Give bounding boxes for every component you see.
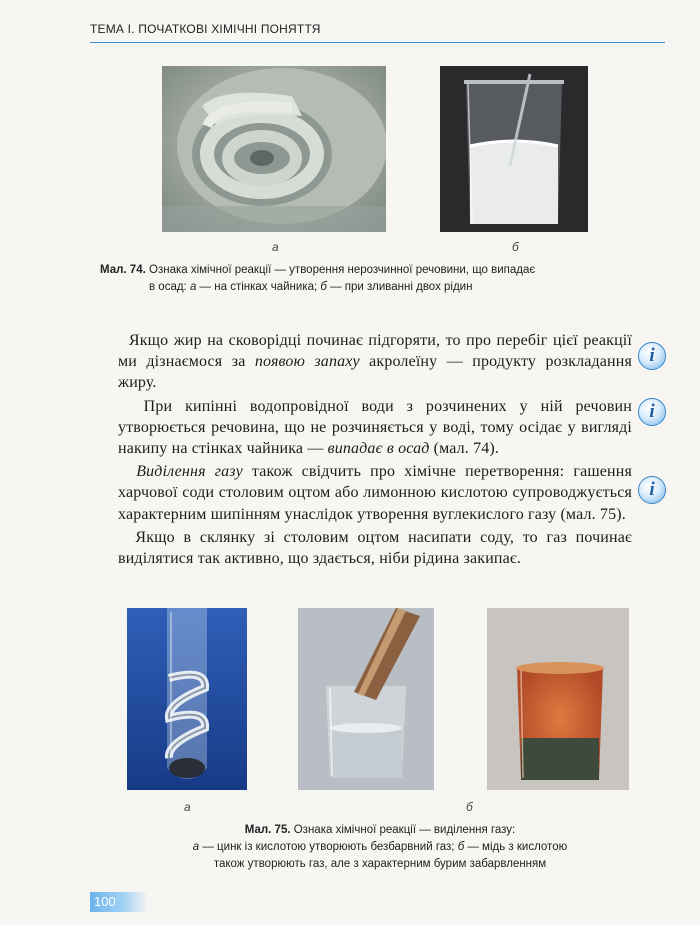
figure74-caption-text2-mid: — на стінках чайника; bbox=[196, 281, 321, 293]
p1-emphasis: появою запаху bbox=[254, 353, 360, 371]
figure75-caption-line2 bbox=[120, 839, 640, 856]
figure74-caption-a: а bbox=[189, 281, 197, 293]
p2-emphasis: випадає в осад bbox=[327, 440, 430, 458]
info-icon: i bbox=[638, 476, 666, 504]
figure74-caption-b: б bbox=[320, 281, 327, 293]
p3-emphasis: Виділення газу bbox=[136, 463, 243, 481]
info-icon: i bbox=[638, 398, 666, 426]
figure75-caption-a: а bbox=[192, 841, 200, 853]
test-tube-zinc-photo bbox=[127, 608, 247, 790]
p1-text-a: Якщо жир на сковорідці починає підгоряти, то про перебіг цієї реакції ми дізнаємося за bbox=[118, 332, 632, 371]
p4-text: Якщо в склянку зі столовим оцтом насипати соду, то газ починає виділятися так активно, що здається, ніби рідина закипає. bbox=[118, 528, 632, 568]
figure75-caption-text2-post: — мідь з кислотою bbox=[464, 841, 568, 853]
figure74-caption-number: Мал. 74. bbox=[100, 264, 146, 276]
body-text bbox=[118, 330, 632, 571]
p1-text-b: акролеїну — продукту розкладання жиру. bbox=[118, 353, 632, 392]
copper-strip-beaker-photo bbox=[298, 608, 434, 790]
topic-title: ТЕМА І. ПОЧАТКОВІ ХІМІЧНІ ПОНЯТТЯ bbox=[90, 22, 321, 36]
brown-gas-beaker-photo bbox=[487, 608, 629, 790]
figure74-label-a: а bbox=[272, 240, 279, 254]
figure74-caption-line2 bbox=[100, 279, 620, 296]
figure74-caption-text1: Ознака хімічної реакції — утворення нерозчинної речовини, що випадає bbox=[145, 264, 536, 276]
figure75-caption-text2-mid: — цинк із кислотою утворюють безбарвний газ; bbox=[199, 841, 458, 853]
figure75-caption-line3: також утворюють газ, але з характерним бурим забарвленням bbox=[213, 858, 547, 870]
figure75-caption bbox=[120, 822, 640, 873]
figure75-caption-number: Мал. 75. bbox=[244, 824, 291, 836]
page-number: 100 bbox=[90, 892, 148, 912]
figure75-caption-b: б bbox=[457, 841, 465, 853]
figure74-caption bbox=[100, 262, 620, 296]
paragraph-2 bbox=[118, 396, 632, 460]
figure75-label-b: б bbox=[466, 800, 473, 814]
p2-text-a: При кипінні водопровідної води з розчинених у ній речовин утворюється речовина, що не розчиняється у воді, тому осідає у вигляді накипу на стінках чайника — bbox=[118, 397, 632, 458]
kettle-scale-photo bbox=[162, 66, 386, 232]
figure74-caption-line1 bbox=[100, 262, 620, 279]
figure74-label-b: б bbox=[512, 240, 519, 254]
info-icon: i bbox=[638, 342, 666, 370]
figure75-caption-text1: Ознака хімічної реакції — виділення газу: bbox=[290, 824, 516, 836]
p2-text-b: (мал. 74). bbox=[429, 440, 500, 458]
p3-text-b: також свідчить про хімічне перетворення: гашення харчової соди столовим оцтом або лимонною кислотою супроводжується характерним шипінням унаслідок утворення вуглекислого газу (мал. 75). bbox=[118, 463, 632, 523]
paragraph-1 bbox=[118, 330, 632, 394]
figure74-caption-text2-pre: в осад: bbox=[149, 281, 190, 293]
page-header bbox=[90, 22, 665, 43]
paragraph-3 bbox=[118, 461, 632, 525]
figure75-caption-line1 bbox=[120, 822, 640, 839]
beaker-precipitate-photo bbox=[440, 66, 588, 232]
figure74-caption-text2-post: — при зливанні двох рідин bbox=[326, 281, 473, 293]
paragraph-4 bbox=[118, 527, 632, 569]
figure75-label-a: а bbox=[184, 800, 191, 814]
